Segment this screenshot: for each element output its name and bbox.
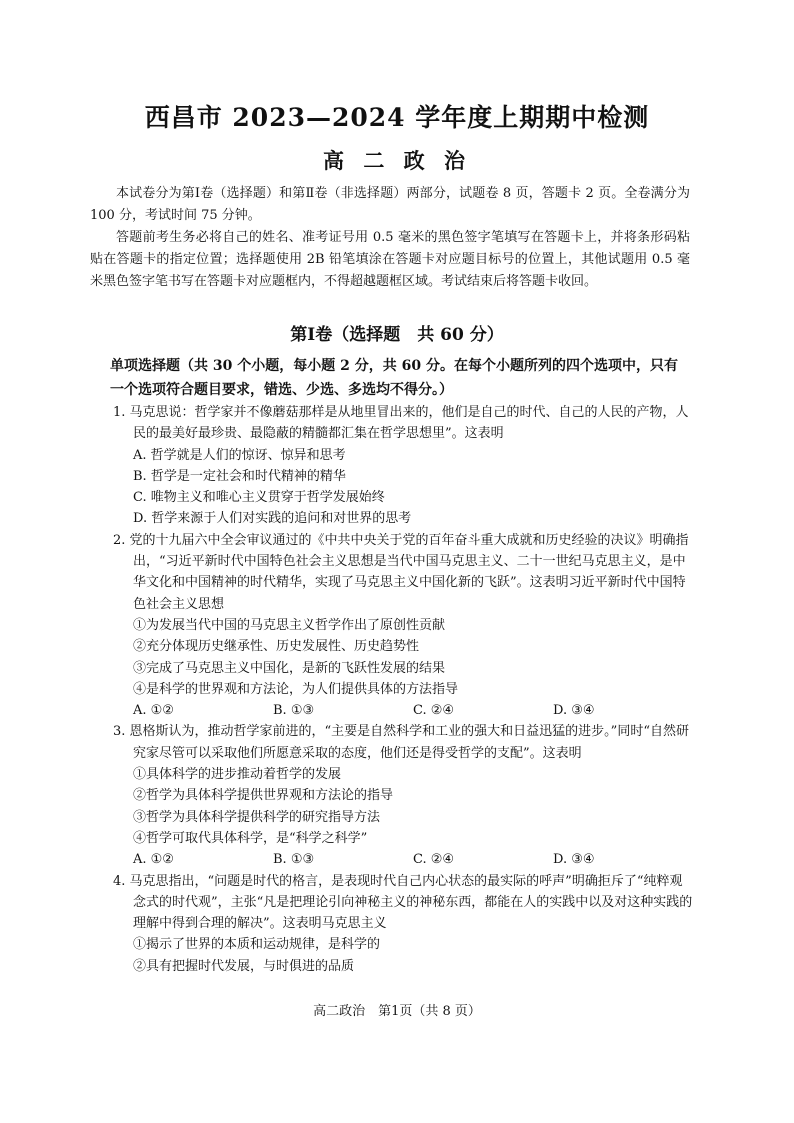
exam-title: 西昌市 2023—2024 学年度上期期中检测 [144, 103, 650, 132]
section-title: 第Ⅰ卷（选择题 共 60 分） [290, 325, 504, 345]
choice: B. ①③ [273, 852, 315, 868]
choice: D. ③④ [553, 852, 595, 868]
section-instructions: 单项选择题（共 30 个小题，每小题 2 分，共 60 分。在每个小题所列的四个选项中，只有一个选项符合题目要求，错选、少选、多选均不得分。） [110, 358, 678, 398]
question-list [113, 402, 693, 977]
choice: D. ③④ [553, 703, 595, 719]
option: D. 哲学来源于人们对实践的追问和对世界的思考 [133, 511, 412, 527]
exam-subject: 高 二 政 治 [323, 148, 471, 173]
option: C. 唯物主义和唯心主义贯穿于哲学发展始终 [133, 490, 385, 506]
choice: C. ②④ [413, 852, 455, 868]
statement: ④是科学的世界观和方法论，为人们提供具体的方法指导 [133, 681, 459, 697]
question-2 [113, 530, 693, 722]
statement: ①揭示了世界的本质和运动规律，是科学的 [133, 937, 381, 953]
statement: ②具有把握时代发展，与时俱进的品质 [133, 958, 355, 974]
choice: A. ①② [133, 852, 174, 868]
choice: A. ①② [133, 703, 174, 719]
question-4 [113, 871, 693, 977]
intro-paragraph: 答题前考生务必将自己的姓名、准考证号用 0.5 毫米的黑色签字笔填写在答题卡上，并将条形码粘贴在答题卡的指定位置；选择题使用 2B 铅笔填涂在答题卡对应题目标号的位置上，其他试题用 0.5 毫米黑色签字笔书写在答题卡对应题框内，不得超越题框区域。考试结束后将答题卡收回。 [90, 230, 690, 289]
statement: ②充分体现历史继承性、历史发展性、历史趋势性 [133, 639, 420, 655]
statement: ①为发展当代中国的马克思主义哲学作出了原创性贡献 [133, 617, 446, 633]
statement: ③哲学为具体科学提供科学的研究指导方法 [133, 809, 381, 825]
statement: ①具体科学的进步推动着哲学的发展 [133, 767, 342, 783]
question-stem: 3. 恩格斯认为，推动哲学家前进的，“主要是自然科学和工业的强大和日益迅猛的进步。”同时“自然研究家尽管可以采取他们所愿意采取的态度，他们还是得受哲学的支配”。这表明 [113, 724, 689, 761]
question-stem: 2. 党的十九届六中全会审议通过的《中共中央关于党的百年奋斗重大成就和历史经验的决议》明确指出，“习近平新时代中国特色社会主义思想是当代中国马克思主义、二十一世纪马克思主义，是中华文化和中国精神的时代精华，实现了马克思主义中国化新的飞跃”。这表明习近平新时代中国特色社会主义思想 [113, 532, 689, 612]
page-footer: 高二政治 第1页（共 8 页） [313, 1004, 481, 1019]
exam-intro [90, 183, 690, 293]
option: A. 哲学就是人们的惊讶、惊异和思考 [133, 447, 346, 463]
question-stem: 4. 马克思指出，“问题是时代的格言，是表现时代自己内心状态的最实际的呼声”明确拒斥了“纯粹观念式的时代观”，主张“凡是把理论引向神秘主义的神秘东西，都能在人的实践中以及对这种实践的理解中得到合理的解决”。这表明马克思主义 [113, 873, 693, 932]
statement: ④哲学可取代具体科学，是“科学之科学” [133, 830, 368, 846]
option: B. 哲学是一定社会和时代精神的精华 [133, 468, 346, 484]
question-1 [113, 402, 693, 530]
choice: B. ①③ [273, 703, 315, 719]
question-3 [113, 721, 693, 870]
intro-paragraph: 本试卷分为第Ⅰ卷（选择题）和第Ⅱ卷（非选择题）两部分，试题卷 8 页，答题卡 2 页。全卷满分为 100 分，考试时间 75 分钟。 [90, 186, 690, 223]
choice-row [113, 700, 693, 721]
choice-row [113, 849, 693, 870]
choice: C. ②④ [413, 703, 455, 719]
statement: ③完成了马克思主义中国化，是新的飞跃性发展的结果 [133, 660, 446, 676]
question-stem: 1. 马克思说：哲学家并不像蘑菇那样是从地里冒出来的，他们是自己的时代、自己的人民的产物，人民的最美好最珍贵、最隐蔽的精髓都汇集在哲学思想里”。这表明 [113, 405, 689, 442]
statement: ②哲学为具体科学提供世界观和方法论的指导 [133, 788, 394, 804]
